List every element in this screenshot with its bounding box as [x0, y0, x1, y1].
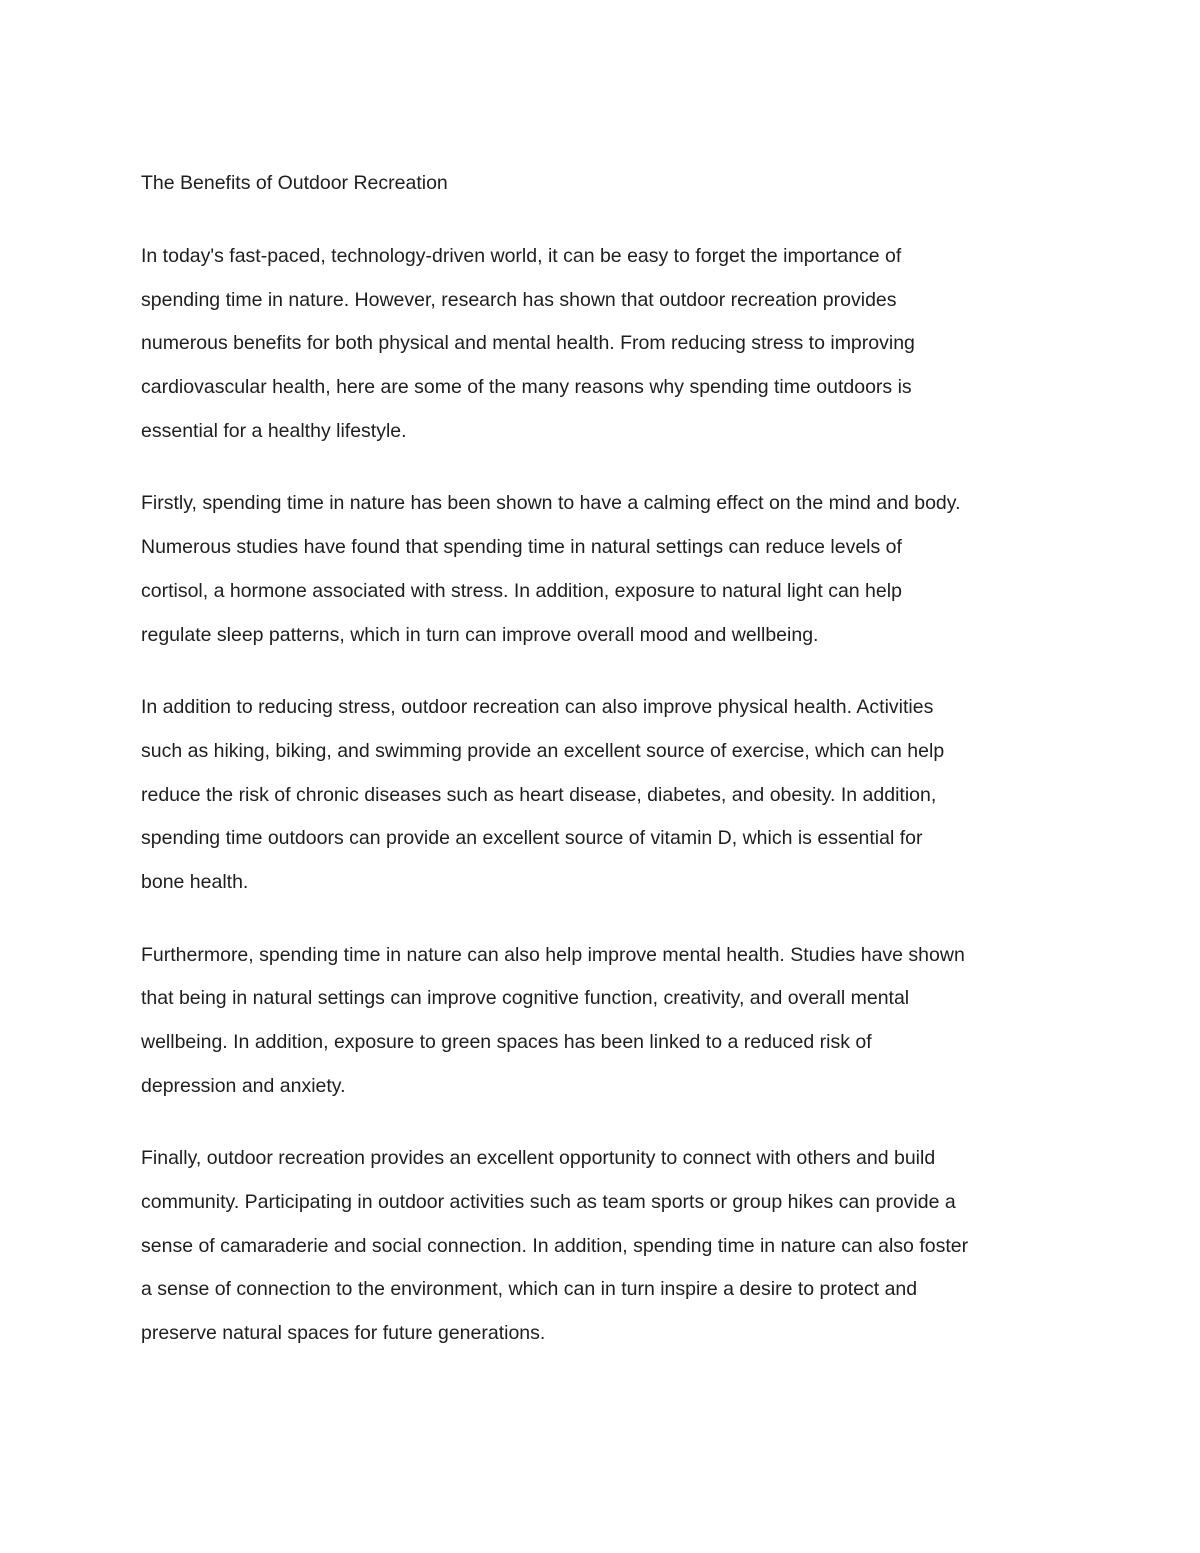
paragraph-line: Numerous studies have found that spending time in natural settings can reduce levels of	[141, 536, 902, 559]
paragraph-line: spending time in nature. However, research has shown that outdoor recreation provides	[141, 288, 897, 311]
paragraph-line: reduce the risk of chronic diseases such as heart disease, diabetes, and obesity. In addition,	[141, 783, 937, 806]
paragraph-line: sense of camaraderie and social connection. In addition, spending time in nature can also foster	[141, 1234, 969, 1257]
paragraph-physical-health	[141, 686, 1071, 904]
paragraph-line: bone health.	[141, 870, 249, 893]
paragraph-line: community. Participating in outdoor activities such as team sports or group hikes can provide a	[141, 1191, 956, 1214]
paragraph-line: cortisol, a hormone associated with stress. In addition, exposure to natural light can help	[141, 579, 902, 602]
document-body	[141, 168, 1071, 1356]
paragraph-line: cardiovascular health, here are some of the many reasons why spending time outdoors is	[141, 376, 912, 399]
paragraph-line: In addition to reducing stress, outdoor recreation can also improve physical health. Activities	[141, 696, 934, 719]
paragraph-line: depression and anxiety.	[141, 1074, 346, 1097]
paragraph-line: numerous benefits for both physical and mental health. From reducing stress to improving	[141, 332, 915, 355]
paragraph-line: preserve natural spaces for future generations.	[141, 1322, 546, 1345]
paragraph-calming-effect	[141, 482, 1071, 657]
paragraph-intro	[141, 235, 1071, 453]
paragraph-line: wellbeing. In addition, exposure to green spaces has been linked to a reduced risk of	[141, 1031, 872, 1053]
paragraph-line: Furthermore, spending time in nature can also help improve mental health. Studies have shown	[141, 943, 965, 966]
paragraph-line: spending time outdoors can provide an excellent source of vitamin D, which is essential for	[141, 827, 923, 850]
paragraph-line: a sense of connection to the environment, which can in turn inspire a desire to protect and	[141, 1278, 918, 1301]
document-title: The Benefits of Outdoor Recreation	[141, 172, 448, 194]
paragraph-line: essential for a healthy lifestyle.	[141, 419, 407, 442]
paragraph-line: Finally, outdoor recreation provides an excellent opportunity to connect with others and build	[141, 1147, 936, 1170]
paragraph-line: such as hiking, biking, and swimming provide an excellent source of exercise, which can help	[141, 739, 945, 762]
paragraph-line: Firstly, spending time in nature has been shown to have a calming effect on the mind and body.	[141, 492, 961, 515]
paragraph-community	[141, 1137, 1071, 1355]
paragraph-mental-health	[141, 934, 1071, 1109]
paragraph-line: regulate sleep patterns, which in turn can improve overall mood and wellbeing.	[141, 623, 819, 646]
paragraph-line: that being in natural settings can improve cognitive function, creativity, and overall mental	[141, 987, 910, 1010]
paragraph-line: In today's fast-paced, technology-driven world, it can be easy to forget the importance of	[141, 245, 902, 267]
